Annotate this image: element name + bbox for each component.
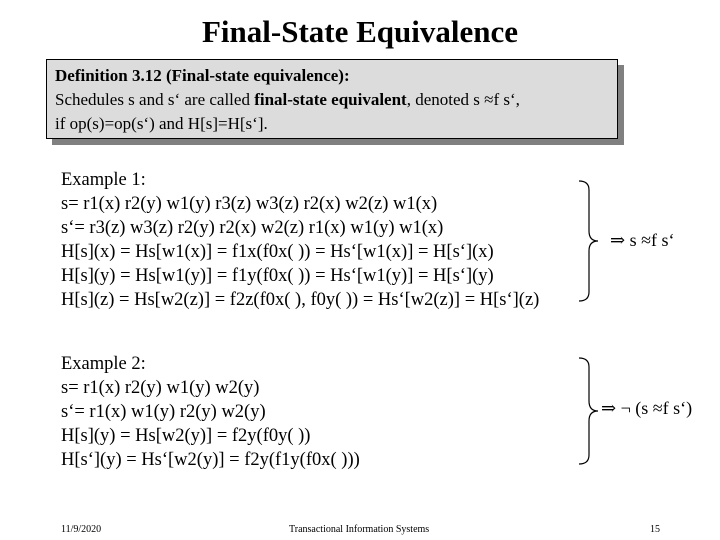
example-2-history-s-prime: H[s‘](y) = Hs‘[w2(y)] = f2y(f1y(f0x( ))) [61,450,360,470]
example-1-history-z: H[s](z) = Hs[w2(z)] = f2z(f0x( ), f0y( )) = Hs‘[w2(z)] = H[s‘](z) [61,290,540,310]
definition-line-2 [55,88,609,112]
footer-page-number: 15 [650,524,660,535]
slide-title: Final-State Equivalence [201,14,519,49]
example-2-schedule-s-prime: s‘= r1(x) w1(y) r2(y) w2(y) [61,402,266,422]
footer-date: 11/9/2020 [61,524,102,535]
example-1-schedule-s-prime: s‘= r3(z) w3(z) r2(y) r2(x) w2(z) r1(x) w1(y) w1(x) [61,218,444,238]
definition-heading: Definition 3.12 (Final-state equivalence): [55,66,350,85]
definition-line-3: if op(s)=op(s‘) and H[s]=H[s‘]. [55,114,268,133]
example-1-conclusion: ⇒ s ≈f s‘ [610,230,675,250]
footer-title: Transactional Information Systems [289,524,430,535]
definition-text-pre: Schedules s and s‘ are called [55,90,255,109]
example-1 [61,168,539,312]
example-1-history-x: H[s](x) = Hs[w1(x)] = f1x(f0x( )) = Hs‘[w1(x)] = H[s‘](x) [61,242,494,262]
definition-text-post: , denoted s ≈f s‘, [406,90,520,109]
definition-box [46,59,618,139]
example-2 [61,352,360,472]
example-2-conclusion: ⇒ ¬ (s ≈f s‘) [601,398,693,418]
example-2-heading: Example 2: [61,354,146,374]
example-2-history-s: H[s](y) = Hs[w2(y)] = f2y(f0y( )) [61,426,311,446]
definition-term: final-state equivalent [254,90,407,109]
example-1-schedule-s: s= r1(x) r2(y) w1(y) r3(z) w3(z) r2(x) w2(z) w1(x) [61,194,438,214]
example-1-history-y: H[s](y) = Hs[w1(y)] = f1y(f0x( )) = Hs‘[w1(y)] = H[s‘](y) [61,266,494,286]
example-2-schedule-s: s= r1(x) r2(y) w1(y) w2(y) [61,378,260,398]
example-1-heading: Example 1: [61,170,146,190]
example-2-brace [578,357,600,465]
example-1-brace [578,180,600,302]
